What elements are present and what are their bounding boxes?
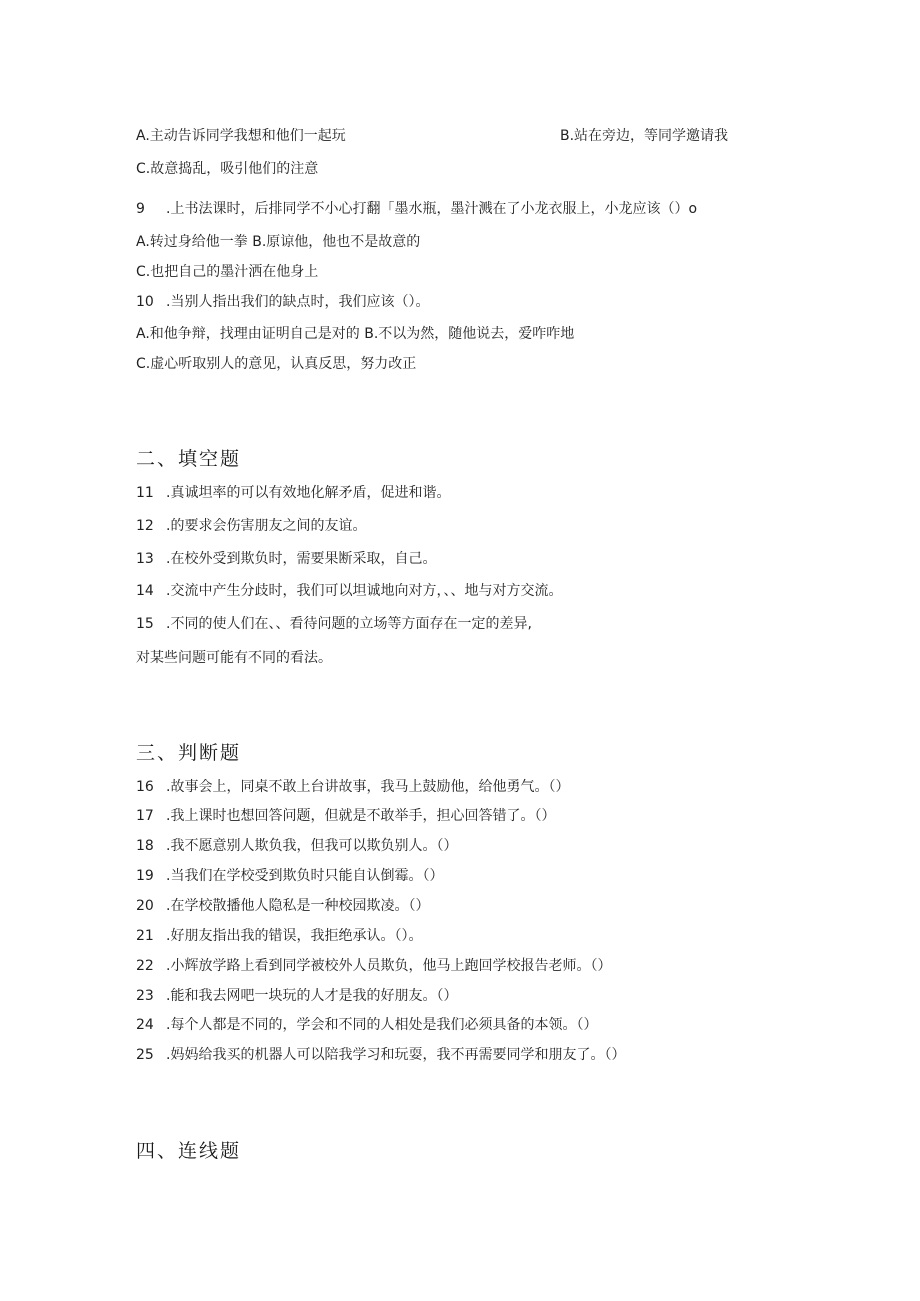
question-13 [136, 549, 436, 569]
question-text: .交流中产生分歧时，我们可以坦诚地向对方，、、地与对方交流。 [166, 583, 563, 599]
section-matching-title: 四、连线题 [136, 1140, 242, 1162]
question-number: 16 [136, 779, 154, 795]
question-text: .好朋友指出我的错误，我拒绝承认。（）。 [166, 928, 423, 944]
question-text: .我上课时也想回答问题，但就是不敢举手，担心回答错了。（） [166, 808, 556, 824]
question-22 [136, 956, 611, 976]
q10-number: 10 [136, 294, 154, 310]
question-17 [136, 806, 555, 826]
question-number: 23 [136, 988, 154, 1004]
question-text: .故事会上，同桌不敢上台讲故事，我马上鼓励他，给他勇气。（） [166, 779, 570, 795]
question-18 [136, 836, 457, 856]
question-number: 24 [136, 1017, 154, 1033]
question-number: 21 [136, 928, 154, 944]
q10-option-c-text: C.虚心听取别人的意见，认真反思，努力改正 [136, 356, 417, 372]
q8-option-c-text: C.故意捣乱，吸引他们的注意 [136, 161, 319, 177]
q10-option-c [136, 354, 416, 374]
question-text: .妈妈给我买的机器人可以陪我学习和玩耍，我不再需要同学和朋友了。（） [166, 1047, 626, 1063]
q8-option-c [136, 159, 318, 179]
question-text: .在学校散播他人隐私是一种校园欺凌。（） [166, 898, 430, 914]
q8-option-a [136, 126, 346, 146]
question-15-continuation: 对某些问题可能有不同的看法。 [136, 650, 332, 666]
section-fill-in-title: 二、填空题 [136, 448, 242, 470]
section-true-false-title: 三、判断题 [136, 742, 242, 764]
q10-stem [136, 292, 429, 312]
question-number: 12 [136, 518, 154, 534]
question-24 [136, 1015, 597, 1035]
q9-number: 9 [136, 201, 145, 217]
q10-text: .当别人指出我们的缺点时，我们应该（）。 [166, 294, 430, 310]
question-number: 25 [136, 1047, 154, 1063]
question-number: 13 [136, 551, 154, 567]
q8-option-b-text: B.站在旁边，等同学邀请我 [560, 128, 729, 144]
question-11 [136, 483, 450, 503]
q10-options-ab-text: A.和他争辩，找理由证明自己是对的 B.不以为然，随他说去，爱咋咋地 [136, 326, 575, 342]
q8-option-b [560, 126, 728, 146]
question-text: .当我们在学校受到欺负时只能自认倒霉。（） [166, 868, 444, 884]
question-number: 19 [136, 868, 154, 884]
q9-stem [136, 199, 697, 219]
question-20 [136, 896, 429, 916]
question-number: 17 [136, 808, 154, 824]
question-25 [136, 1045, 625, 1065]
question-number: 20 [136, 898, 154, 914]
question-number: 14 [136, 583, 154, 599]
question-23 [136, 986, 457, 1006]
question-number: 11 [136, 485, 154, 501]
question-19 [136, 866, 443, 886]
question-21 [136, 926, 422, 946]
question-number: 15 [136, 616, 154, 632]
question-12 [136, 516, 366, 536]
q9-option-c-text: C.也把自己的墨汁洒在他身上 [136, 264, 319, 280]
q9-options-ab [136, 232, 420, 252]
question-text: .能和我去网吧一块玩的人才是我的好朋友。（） [166, 988, 458, 1004]
q9-options-ab-text: A.转过身给他一拳 B.原谅他，他也不是故意的 [136, 234, 421, 250]
question-text: .真诚坦率的可以有效地化解矛盾，促进和谐。 [166, 485, 451, 501]
q9-text: .上书法课时，后排同学不小心打翻「墨水瓶，墨汁溅在了小龙衣服上，小龙应该（）o [166, 201, 698, 217]
q10-options-ab [136, 324, 574, 344]
q8-option-a-text: A.主动告诉同学我想和他们一起玩 [136, 128, 346, 144]
q9-option-c [136, 262, 318, 282]
question-number: 18 [136, 838, 154, 854]
question-14 [136, 581, 562, 601]
question-text: .的要求会伤害朋友之间的友谊。 [166, 518, 367, 534]
question-text: .在校外受到欺负时，需要果断采取，自己。 [166, 551, 437, 567]
question-text: .我不愿意别人欺负我，但我可以欺负别人。（） [166, 838, 458, 854]
question-16 [136, 777, 569, 797]
question-number: 22 [136, 958, 154, 974]
question-15 [136, 614, 532, 634]
question-text: .每个人都是不同的，学会和不同的人相处是我们必须具备的本领。（） [166, 1017, 598, 1033]
question-text: .小辉放学路上看到同学被校外人员欺负，他马上跑回学校报告老师。（） [166, 958, 612, 974]
question-text: .不同的使人们在、、看待问题的立场等方面存在一定的差异, [166, 616, 532, 632]
